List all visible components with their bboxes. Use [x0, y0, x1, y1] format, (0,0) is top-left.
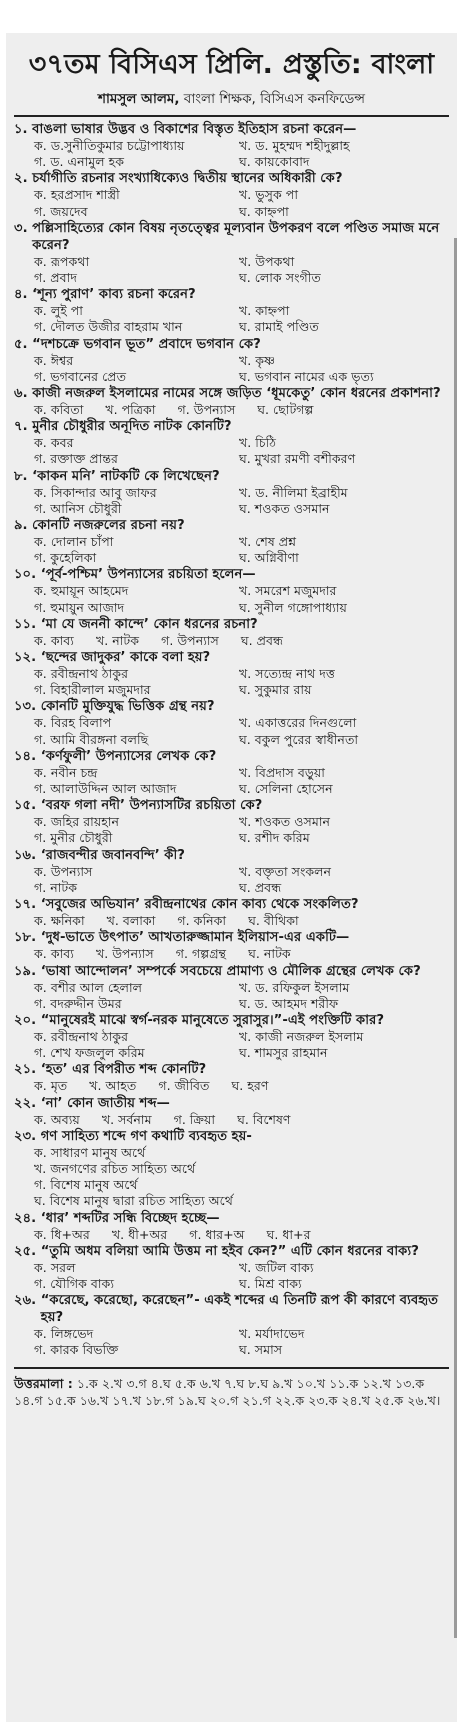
option-list: [14, 1227, 449, 1243]
answer-option: গ. দৌলত উজীর বাহরাম খান: [34, 319, 183, 335]
answer-option: খ. শওকত ওসমান: [239, 814, 331, 830]
answer-option: ঘ. সেলিনা হোসেন: [239, 781, 333, 797]
answer-option: খ. ড. মুহম্মদ শহীদুল্লাহ: [239, 138, 350, 153]
question-stem: [14, 1012, 449, 1029]
answer-option: গ. বদরুদ্দীন উমর: [34, 995, 122, 1011]
answer-option: ক. রূপকথা: [34, 253, 90, 269]
answer-option: ঘ. বকুল পুরের স্বাধীনতা: [239, 731, 359, 747]
question-number: ৫.: [14, 336, 28, 352]
question-number: ১৫.: [14, 798, 37, 814]
answer-option: ক. উপন্যাস: [34, 863, 93, 879]
question-stem: [14, 468, 449, 485]
question-text: ‘ভাষা আন্দোলন’ সম্পর্কে সবচেয়ে প্রামাণ্য ও মৌলিক গ্রন্থের লেখক কে?: [40, 963, 421, 979]
answer-option: ক. রবীন্দ্রনাথ ঠাকুর: [34, 1028, 128, 1044]
question-number: ২৬.: [14, 1293, 37, 1309]
option-list: [14, 1029, 449, 1061]
page-edge-shadow: [454, 238, 457, 1638]
option-list: [14, 254, 449, 286]
answer-option: গ. বিহারীলাল মজুমদার: [34, 682, 151, 698]
option-list: [14, 187, 449, 219]
answer-option: ক. কবর: [34, 435, 74, 451]
question-number: ১৮.: [14, 930, 37, 946]
question-item: [14, 418, 449, 467]
answer-option: ক. ড.সুনীতিকুমার চট্টোপাধ্যায়: [34, 138, 185, 153]
option-list: [14, 353, 449, 385]
answer-option: গ. যৌগিক বাক্য: [34, 1275, 115, 1291]
answer-key-label: উত্তরমালা :: [14, 1375, 73, 1391]
answer-option: ক. বশীর আল হেলাল: [34, 979, 143, 995]
question-item: [14, 748, 449, 797]
answer-option: খ. উপকথা: [239, 253, 295, 269]
answer-option: ঘ. লোক সংগীত: [239, 270, 321, 286]
answer-option: ঘ. রশীদ করিম: [239, 830, 310, 846]
answer-option: গ. ভগবানের প্রেত: [34, 368, 127, 384]
answer-option: খ. ড. নীলিমা ইব্রাহীম: [239, 484, 348, 500]
answer-key-text: ১.ক ২.খ ৩.গ ৪.ঘ ৫.ক ৬.খ ৭.ঘ ৮.ঘ ৯.খ ১০.খ ১১.ক ১২.খ ১৩.ক ১৪.গ ১৫.ক ১৬.খ ১৭.খ ১৮.গ ১৯.ঘ ২০.গ ২১.গ ২২.ক ২৩.ক ২৪.খ ২৫.ক ২৬.খ।: [14, 1375, 441, 1408]
question-item: [14, 1012, 449, 1061]
option-list: [14, 1112, 449, 1128]
answer-option: গ. কারক বিভক্তি: [34, 1342, 119, 1358]
answer-option: খ. শেষ প্রশ্ন: [239, 534, 297, 550]
question-text: “তুমি অধম বলিয়া আমি উত্তম না হইব কেন?” এটি কোন ধরনের বাক্য?: [40, 1243, 419, 1259]
answer-option: ক. হুমায়ূন আহমেদ: [34, 583, 129, 599]
option-list: [14, 765, 449, 797]
answer-option: গ. ড. এনামুল হক: [34, 154, 125, 170]
question-text: “দশচক্রে ভগবান ভূত” প্রবাদে ভগবান কে?: [32, 336, 261, 352]
answer-option: ঘ. সুনীল গঙ্গোপাধ্যায়: [239, 599, 347, 615]
question-stem: [14, 698, 449, 715]
question-text: ‘ছন্দের জাদুকর’ কাকে বলা হয়?: [40, 650, 211, 666]
answer-option: ক. কাব্য: [34, 946, 74, 962]
answer-option: ঘ. ছোটগল্প: [257, 402, 314, 418]
question-stem: [14, 385, 449, 402]
question-text: গণ সাহিত্য শব্দে গণ কথাটি ব্যবহৃত হয়-: [40, 1128, 252, 1144]
question-item: [14, 385, 449, 418]
byline: [6, 85, 457, 115]
option-list: [14, 1078, 449, 1094]
question-text: ‘দুধ-ভাতে উৎপাত’ আখতারুজ্জামান ইলিয়াস-এর একটি—: [40, 930, 350, 946]
answer-option: গ. কুহেলিকা: [34, 550, 97, 566]
answer-option: খ. পত্রিকা: [105, 402, 156, 418]
option-list: [14, 946, 449, 962]
question-text: কোনটি নজরুলের রচনা নয়?: [32, 518, 185, 534]
question-stem: [14, 963, 449, 980]
question-text: ‘সবুজের অভিযান’ রবীন্দ্রনাথের কোন কাব্য থেকে সংকলিত?: [40, 897, 359, 913]
answer-option: গ. রক্তাক্ত প্রান্তর: [34, 451, 118, 467]
question-stem: [14, 929, 449, 946]
answer-option: খ. আহত: [89, 1078, 137, 1094]
answer-option: গ. আমি বীরঙ্গনা বলছি: [34, 731, 149, 747]
option-list: [14, 138, 449, 170]
header-divider: [14, 115, 449, 117]
question-item: [14, 1292, 449, 1358]
answer-option: ঘ. ধা+র: [266, 1226, 311, 1242]
author-name: শামসুল আলম,: [98, 91, 180, 107]
article-sheet: [6, 33, 457, 1722]
question-text: ‘কর্ণফুলী’ উপন্যাসের লেখক কে?: [40, 748, 217, 764]
question-text: ‘না’ কোন জাতীয় শব্দ—: [40, 1095, 170, 1111]
question-item: [14, 1095, 449, 1128]
answer-option: ক. অব্যয়: [34, 1111, 80, 1127]
question-stem: [14, 797, 449, 814]
question-stem: [14, 1095, 449, 1112]
question-number: ২৪.: [14, 1210, 37, 1226]
question-number: ১১.: [14, 616, 37, 632]
answer-option: ঘ. প্রবন্ধ: [240, 632, 284, 648]
question-number: ২০.: [14, 1012, 37, 1028]
answer-option: খ. জনগণের রচিত সাহিত্য অর্থে: [34, 1160, 196, 1176]
question-number: ৮.: [14, 468, 28, 484]
question-text: ‘পূর্ব-পশ্চিম’ উপন্যাসের রচয়িতা হলেন—: [40, 567, 256, 583]
question-item: [14, 517, 449, 566]
answer-option: গ. জয়দেব: [34, 203, 88, 219]
answer-option: খ. বলাকা: [106, 913, 156, 929]
answer-option: খ. মর্যাদাভেদ: [239, 1326, 305, 1342]
answer-option: ঘ. বীথিকা: [248, 913, 299, 929]
answer-option: ঘ. মুখরা রমণী বশীকরণ: [239, 451, 356, 467]
answer-option: ঘ. নাটক: [248, 946, 291, 962]
answer-option: ঘ. প্রবন্ধ: [239, 879, 282, 895]
answer-option: গ. নাটক: [34, 879, 78, 895]
answer-option: খ. বক্তৃতা সংকলন: [239, 863, 332, 879]
answer-option: ঘ. সুকুমার রায়: [239, 682, 312, 698]
question-stem: [14, 220, 449, 254]
answer-option: গ. ক্রিয়া: [173, 1111, 216, 1127]
question-item: [14, 649, 449, 698]
answer-option: গ. উপন্যাস: [161, 632, 219, 648]
answer-option: খ. চিঠি: [239, 435, 277, 451]
option-list: [14, 303, 449, 335]
option-list: [14, 1260, 449, 1292]
question-text: কোনটি মুক্তিযুদ্ধ ভিত্তিক গ্রন্থ নয়?: [40, 699, 215, 715]
answer-option: ক. সিকান্দার আবু জাফর: [34, 484, 157, 500]
question-stem: [14, 170, 449, 187]
option-list: [14, 485, 449, 517]
answer-option: ক. মৃত: [34, 1078, 68, 1094]
question-number: ১৩.: [14, 699, 37, 715]
question-item: [14, 698, 449, 747]
question-item: [14, 286, 449, 335]
option-list: [14, 864, 449, 896]
answer-option: ক. কবিতা: [34, 402, 84, 418]
page-title: ৩৭তম বিসিএস প্রিলি. প্রস্তুতি: বাংলা: [28, 49, 435, 80]
question-text: মুনীর চৌধুরীর অনূদিত নাটক কোনটি?: [32, 419, 232, 435]
question-stem: [14, 121, 449, 138]
answer-option: ক. দোলান চাঁপা: [34, 534, 114, 550]
question-number: ১৭.: [14, 897, 37, 913]
question-stem: [14, 896, 449, 913]
question-item: [14, 1243, 449, 1292]
answer-option: খ. কাজী নজরুল ইসলাম: [239, 1028, 364, 1044]
answer-option: খ. ভুসুক পা: [239, 187, 298, 203]
question-number: ২২.: [14, 1095, 37, 1111]
answer-option: ঘ. ভগবান নামের এক ভৃত্য: [239, 368, 374, 384]
answer-option: ঘ. সমাস: [239, 1342, 283, 1358]
question-number: ১৯.: [14, 963, 37, 979]
answer-option: গ. গল্পগ্রন্থ: [175, 946, 227, 962]
answer-option: ঘ. কায়কোবাদ: [239, 154, 310, 170]
question-number: ৭.: [14, 419, 28, 435]
answer-option: গ. ধার+অ: [189, 1226, 245, 1242]
question-text: কাজী নজরুল ইসলামের নামের সঙ্গে জড়িত ‘ধূমকেতু’ কোন ধরনের প্রকাশনা?: [32, 386, 441, 402]
answer-option: ক. কাব্য: [34, 632, 74, 648]
answer-option: ঘ. বিশেষণ: [237, 1111, 291, 1127]
answer-option: গ. বিশেষ মানুষ অর্থে: [34, 1177, 138, 1193]
question-number: ১৬.: [14, 847, 37, 863]
question-number: ২১.: [14, 1062, 37, 1078]
question-number: ২৩.: [14, 1128, 37, 1144]
answer-option: খ. কৃষ্ণ: [239, 352, 276, 368]
option-list: [14, 980, 449, 1012]
question-stem: [14, 649, 449, 666]
question-stem: [14, 566, 449, 583]
answer-option: ক. জহির রায়হান: [34, 814, 120, 830]
question-stem: [14, 1128, 449, 1145]
answer-option: খ. নাটক: [95, 632, 140, 648]
answer-key: [6, 1375, 457, 1409]
question-text: ‘কাকন মনি’ নাটকটি কে লিখেছেন?: [32, 468, 220, 484]
answer-option: ক. হরপ্রসাদ শাস্ত্রী: [34, 187, 120, 203]
answer-option: ক. সরল: [34, 1259, 76, 1275]
option-list: [14, 1326, 449, 1358]
question-item: [14, 616, 449, 649]
question-text: ‘মা যে জননী কান্দে’ কোন ধরনের রচনা?: [40, 616, 258, 632]
question-stem: [14, 847, 449, 864]
answer-option: গ. প্রবাদ: [34, 270, 77, 286]
question-stem: [14, 1243, 449, 1260]
question-number: ৪.: [14, 287, 28, 303]
question-item: [14, 847, 449, 896]
question-number: ১.: [14, 122, 28, 137]
question-item: [14, 170, 449, 219]
question-stem: [14, 1061, 449, 1078]
question-item: [14, 566, 449, 615]
option-list: [14, 1145, 449, 1210]
question-stem: [14, 1292, 449, 1326]
question-number: ২৫.: [14, 1243, 37, 1259]
question-stem: [14, 336, 449, 353]
answer-option: ক. ঈশ্বর: [34, 352, 74, 368]
question-number: ৯.: [14, 518, 28, 534]
answer-option: গ. জীবিত: [158, 1078, 210, 1094]
answer-option: গ. হুমায়ুন আজাদ: [34, 599, 125, 615]
question-stem: [14, 616, 449, 633]
answer-option: ক. ধি+অর: [34, 1226, 90, 1242]
question-stem: [14, 1210, 449, 1227]
answer-option: ঘ. মিশ্র বাক্য: [239, 1275, 302, 1291]
answer-option: ঘ. হরণ: [231, 1078, 269, 1094]
answer-option: খ. ধী+অর: [111, 1226, 168, 1242]
answer-option: ঘ. ড. আহমদ শরীফ: [239, 995, 339, 1011]
answer-option: ক. নবীন চন্দ্র: [34, 764, 98, 780]
answer-option: ক. রবীন্দ্রনাথ ঠাকুর: [34, 666, 128, 682]
question-stem: [14, 418, 449, 435]
answer-option: ঘ. শামসুর রাহমান: [239, 1045, 328, 1061]
option-list: [14, 583, 449, 615]
option-list: [14, 666, 449, 698]
question-number: ১০.: [14, 567, 37, 583]
question-number: ১২.: [14, 650, 37, 666]
question-text: পল্লিসাহিত্যের কোন বিষয় নৃতত্ত্বের মূল্যবান উপকরণ বলে পণ্ডিত সমাজ মনে করেন?: [32, 220, 440, 253]
answer-option: ঘ. কাহ্নপা: [239, 203, 289, 219]
question-item: [14, 963, 449, 1012]
question-number: ১৪.: [14, 748, 37, 764]
answer-option: ঘ. রামাই পণ্ডিত: [239, 319, 319, 335]
question-text: বাঙলা ভাষার উদ্ভব ও বিকাশের বিস্তৃত ইতিহাস রচনা করেন—: [32, 122, 357, 137]
answer-option: গ. শেখ ফজলুল করিম: [34, 1045, 145, 1061]
option-list: [14, 402, 449, 418]
answer-option: ক. সাধারণ মানুষ অর্থে: [34, 1144, 146, 1160]
answer-option: ক. ক্ষনিকা: [34, 913, 85, 929]
option-list: [14, 534, 449, 566]
question-text: ‘হত’ এর বিপরীত শব্দ কোনটি?: [40, 1062, 207, 1078]
answers-divider: [14, 1367, 449, 1369]
question-list: [6, 121, 457, 1359]
question-item: [14, 1210, 449, 1243]
option-list: [14, 814, 449, 846]
answer-option: ঘ. শওকত ওসমান: [239, 500, 330, 516]
question-stem: [14, 517, 449, 534]
answer-option: ঘ. বিশেষ মানুষ দ্বারা রচিত সাহিত্য অর্থে: [34, 1193, 233, 1209]
question-stem: [14, 286, 449, 303]
question-item: [14, 929, 449, 962]
option-list: [14, 633, 449, 649]
option-list: [14, 435, 449, 467]
question-stem: [14, 748, 449, 765]
question-text: ‘রাজবন্দীর জবানবন্দি’ কী?: [40, 847, 185, 863]
question-item: [14, 336, 449, 385]
question-text: ‘ধার’ শব্দটির সন্ধি বিচ্ছেদ হচ্ছে—: [40, 1210, 220, 1226]
answer-option: ক. বিরহ বিলাপ: [34, 715, 112, 731]
question-item: [14, 797, 449, 846]
answer-option: খ. সর্বনাম: [101, 1111, 152, 1127]
question-text: চর্যাগীতি রচনার সংখ্যাধিক্যেও দ্বিতীয় স্থানের অধিকারী কে?: [32, 171, 343, 187]
answer-option: গ. কনিকা: [177, 913, 227, 929]
answer-option: খ. ড. রফিকুল ইসলাম: [239, 979, 350, 995]
answer-option: খ. একাত্তরের দিনগুলো: [239, 715, 357, 731]
question-number: ৩.: [14, 220, 28, 236]
answer-option: গ. মুনীর চৌধুরী: [34, 830, 113, 846]
option-list: [14, 913, 449, 929]
answer-option: খ. জটিল বাক্য: [239, 1259, 314, 1275]
question-item: [14, 1061, 449, 1094]
answer-option: খ. কাহ্নপা: [239, 303, 290, 319]
option-list: [14, 715, 449, 747]
answer-option: খ. সত্যেন্দ্র নাথ দত্ত: [239, 666, 335, 682]
answer-option: ক. লিঙ্গভেদ: [34, 1326, 94, 1342]
answer-option: খ. সমরেশ মজুমদার: [239, 583, 337, 599]
question-item: [14, 896, 449, 929]
question-number: ৬.: [14, 386, 28, 402]
question-item: [14, 468, 449, 517]
answer-option: ক. লুই পা: [34, 303, 83, 319]
question-item: [14, 121, 449, 170]
author-role: বাংলা শিক্ষক, বিসিএস কনফিডেন্স: [179, 91, 365, 107]
answer-option: খ. বিপ্রদাস বড়ুয়া: [239, 764, 325, 780]
question-text: ‘বরফ গলা নদী’ উপন্যাসটির রচয়িতা কে?: [40, 798, 263, 814]
answer-option: গ. উপন্যাস: [177, 402, 236, 418]
answer-option: গ. আলাউদ্দিন আল আজাদ: [34, 781, 177, 797]
answer-option: গ. আনিস চৌধুরী: [34, 500, 122, 516]
question-text: ‘শূন্য পুরাণ’ কাব্য রচনা করেন?: [32, 287, 196, 303]
question-item: [14, 1128, 449, 1210]
question-item: [14, 220, 449, 286]
question-number: ২.: [14, 171, 28, 187]
answer-option: খ. উপন্যাস: [95, 946, 154, 962]
question-text: “মানুষেরই মাঝে স্বর্গ-নরক মানুষেতে সুরাসুর।”-এই পংক্তিটি কার?: [40, 1012, 385, 1028]
answer-option: ঘ. অগ্নিবীণা: [239, 550, 299, 566]
question-text: “করেছে, করেছো, করেছেন”- একই শব্দের এ তিনটি রূপ কী কারণে ব্যবহৃত হয়?: [40, 1293, 439, 1326]
